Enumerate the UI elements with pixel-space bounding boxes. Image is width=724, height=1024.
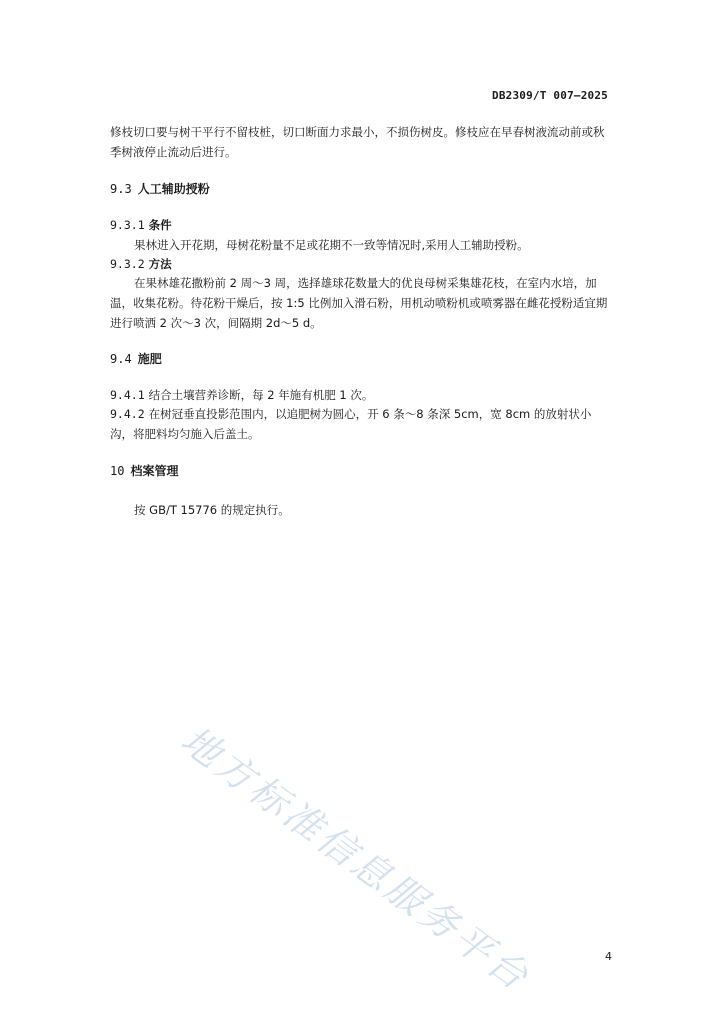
section-title: 施肥 xyxy=(137,352,162,366)
subsection-title: 方法 xyxy=(148,257,172,271)
page-number: 4 xyxy=(605,950,612,963)
subsection-number: 9.3.1 xyxy=(110,218,145,232)
subsection-9-4-1 xyxy=(110,385,614,405)
subsection-9-3-1-heading xyxy=(110,217,172,233)
subsection-9-3-2-text: 在果林雄花撒粉前 2 周～3 周，选择雄球花数量大的优良母树采集雄花枝，在室内水培，加温，收集花粉。待花粉干燥后，按 1:5 比例加入滑石粉，用机动喷粉机或喷雾器在雌花授粉适宜期进行喷洒 2 次～3 次，间隔期 2d～5 d。 xyxy=(110,276,608,330)
subsection-number: 9.3.2 xyxy=(110,257,145,271)
section-title: 人工辅助授粉 xyxy=(137,182,210,196)
section-10-text: 按 GB/T 15776 的规定执行。 xyxy=(134,503,290,517)
subsection-9-4-2 xyxy=(110,404,614,444)
subsection-9-3-2-heading xyxy=(110,256,172,272)
section-10-heading xyxy=(110,462,178,479)
section-number: 9.3 xyxy=(110,182,132,196)
section-number: 9.4 xyxy=(110,352,132,366)
subsection-number: 9.4.1 xyxy=(110,388,145,402)
subsection-number: 9.4.2 xyxy=(110,407,145,421)
document-id: DB2309/T 007—2025 xyxy=(492,89,608,102)
subsection-title: 条件 xyxy=(148,218,172,232)
subsection-text: 结合土壤营养诊断，每 2 年施有机肥 1 次。 xyxy=(148,388,374,402)
subsection-text: 在树冠垂直投影范围内，以追肥树为圆心，开 6 条～8 条深 5cm，宽 8cm 的放射状小沟，将肥料均匀施入后盖土。 xyxy=(110,407,592,441)
intro-paragraph: 修枝切口要与树干平行不留枝桩，切口断面力求最小，不损伤树皮。修枝应在早春树液流动前或秋季树液停止流动后进行。 xyxy=(110,125,605,159)
watermark-text: 地方标准信息服务平台 xyxy=(173,717,539,1001)
section-9-3-heading xyxy=(110,180,210,197)
section-number: 10 xyxy=(110,464,125,478)
subsection-9-3-1-text: 果林进入开花期，母树花粉量不足或花期不一致等情况时,采用人工辅助授粉。 xyxy=(134,238,529,252)
section-9-4-heading xyxy=(110,350,162,367)
section-title: 档案管理 xyxy=(130,464,179,478)
